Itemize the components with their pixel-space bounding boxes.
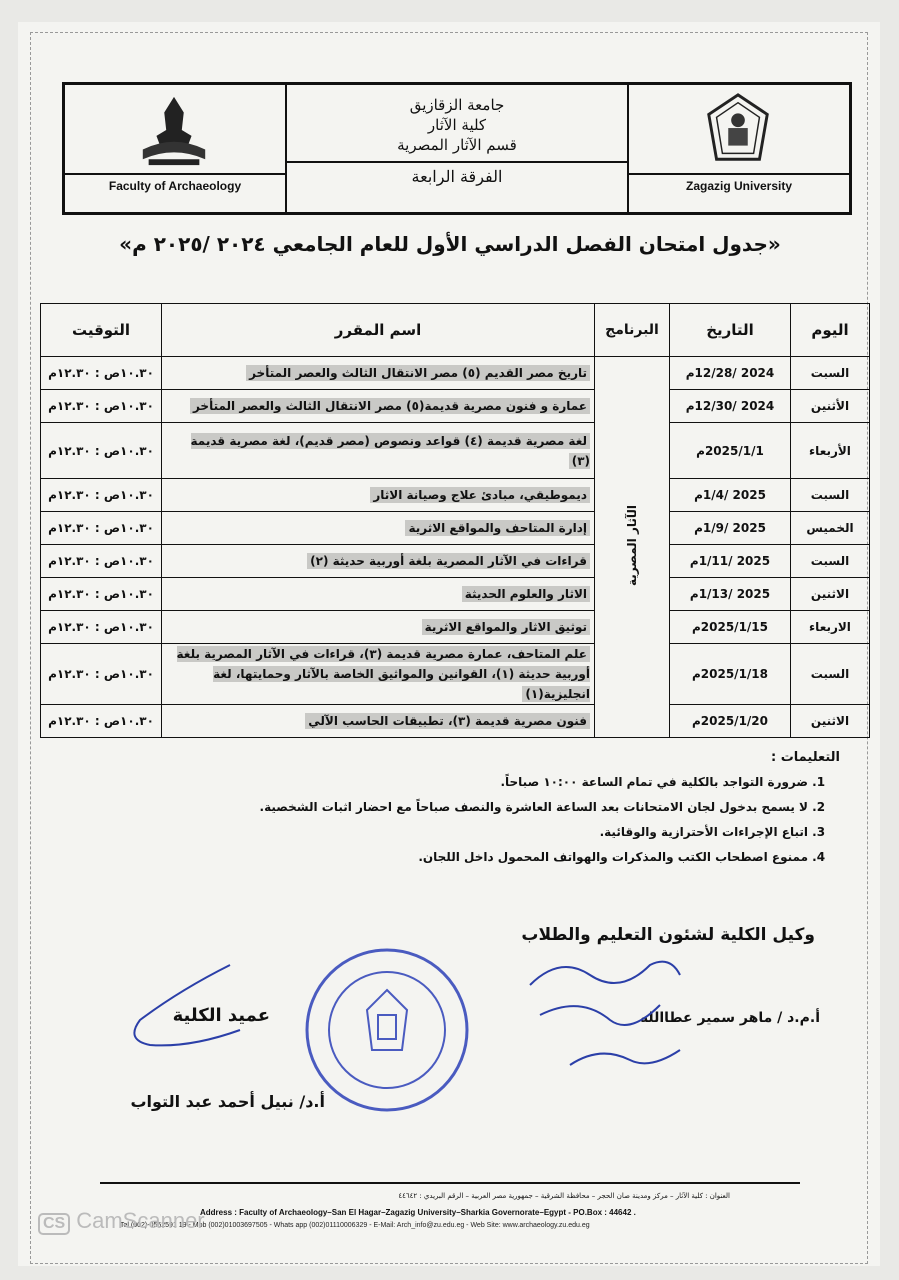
dean-title: عميد الكلية (172, 1005, 270, 1026)
day-cell: الأربعاء (791, 423, 870, 479)
instructions-block (220, 750, 840, 875)
col-header-time: التوقيت (41, 304, 162, 357)
faculty-logo-cell (65, 85, 285, 212)
letterhead (62, 82, 852, 215)
instruction-item: 2. لا يسمح بدخول لجان الامتحانات بعد الساعة العاشرة والنصف صباحاً مع احضار اثبات الشخصية. (220, 800, 808, 814)
table-row (41, 611, 870, 644)
program-name: الآثار المصرية (625, 505, 639, 586)
instruction-item: 3. اتباع الإجراءات الأحترازية والوقائية. (220, 825, 808, 839)
instruction-item: 1. ضرورة التواجد بالكلية في تمام الساعة ١٠:٠٠ صباحاً. (220, 775, 808, 789)
time-cell: ١٠.٣٠ص : ١٢.٣٠م (41, 545, 162, 578)
course-cell (162, 644, 595, 705)
time-cell: ١٠.٣٠ص : ١٢.٣٠م (41, 357, 162, 390)
table-row (41, 705, 870, 738)
day-cell: السبت (791, 479, 870, 512)
footer-contacts: Tel (002)-0552591 19 - Mob (002)01003697505 - Whats app (002)01110006329 - E-Mail: Arch_info@zu.edu.eg - Web Site: www.archaeology.zu.edu.eg (120, 1222, 590, 1229)
table-row (41, 644, 870, 705)
course-text: تاريخ مصر القديم (٥) مصر الانتقال الثالث والعصر المتأخر (246, 365, 590, 381)
time-cell: ١٠.٣٠ص : ١٢.٣٠م (41, 644, 162, 705)
official-seal-icon (302, 945, 472, 1115)
faculty-logo-icon (135, 91, 213, 169)
instruction-item: 4. ممنوع اصطحاب الكتب والمذكرات والهواتف المحمول داخل اللجان. (220, 850, 808, 864)
course-cell (162, 390, 595, 423)
divider (287, 161, 627, 163)
footer-address-en: Address : Faculty of Archaeology–San El Hagar–Zagazig University–Sharkia Governorate–Egypt - PO.Box : 44642 . (200, 1208, 636, 1217)
table-row (41, 512, 870, 545)
vice-dean-title: وكيل الكلية لشئون التعليم والطلاب (521, 925, 815, 945)
time-cell: ١٠.٣٠ص : ١٢.٣٠م (41, 705, 162, 738)
date-cell: 2025/1/15م (670, 611, 791, 644)
course-cell (162, 423, 595, 479)
course-cell (162, 578, 595, 611)
divider (629, 173, 849, 175)
university-name-en: Zagazig University (685, 179, 793, 193)
scanner-logo-icon: CS (38, 1213, 70, 1235)
footer-rule (100, 1182, 800, 1184)
course-text: لغة مصرية قديمة (٤) قواعد ونصوص (مصر قديم)، لغة مصرية قديمة (٣) (190, 433, 590, 468)
course-cell (162, 705, 595, 738)
day-cell: الاثنين (791, 578, 870, 611)
table-row (41, 390, 870, 423)
program-cell (595, 357, 670, 738)
course-cell (162, 357, 595, 390)
course-text: الاثار والعلوم الحديثة (462, 586, 590, 602)
table-row (41, 479, 870, 512)
divider (65, 173, 285, 175)
scanner-watermark (38, 1208, 205, 1235)
schedule-title: «جدول امتحان الفصل الدراسي الأول للعام الجامعي ٢٠٢٤ /٢٠٢٥ م» (119, 232, 781, 256)
vice-dean-signature (520, 945, 690, 1085)
course-cell (162, 611, 595, 644)
table-row (41, 578, 870, 611)
date-cell: 2025 /1/9م (670, 512, 791, 545)
time-cell: ١٠.٣٠ص : ١٢.٣٠م (41, 512, 162, 545)
department-name-ar: قسم الآثار المصرية (397, 136, 517, 154)
time-cell: ١٠.٣٠ص : ١٢.٣٠م (41, 611, 162, 644)
date-cell: 2025/1/1م (670, 423, 791, 479)
dean-signature (120, 960, 270, 1060)
vice-dean-name: أ.م.د / ماهر سمير عطاالله (639, 1010, 820, 1026)
scanner-watermark-text: CamScanner (76, 1208, 205, 1233)
course-cell (162, 512, 595, 545)
day-cell: السبت (791, 357, 870, 390)
time-cell: ١٠.٣٠ص : ١٢.٣٠م (41, 578, 162, 611)
course-text: فنون مصرية قديمة (٣)، تطبيقات الحاسب الآلي (305, 713, 590, 729)
header-center (285, 85, 629, 212)
faculty-name-ar: كلية الآثار (427, 116, 487, 134)
level-label: الفرقة الرابعة (411, 167, 503, 186)
course-text: عمارة و فنون مصرية قديمة(٥) مصر الانتقال الثالث والعصر المتأخر (190, 398, 590, 414)
footer-address-ar: العنوان : كلية الآثار – مركز ومدينة صان الحجر – محافظة الشرقية – جمهورية مصر العربية – الرقم البريدي : ٤٤٦٤٢ (398, 1192, 730, 1200)
dean-name: أ.د/ نبيل أحمد عبد التواب (130, 1092, 325, 1111)
table-row (41, 357, 870, 390)
faculty-name-en: Faculty of Archaeology (108, 179, 242, 193)
course-cell (162, 479, 595, 512)
date-cell: 2024 /12/30م (670, 390, 791, 423)
col-header-program: البرنامج (595, 304, 670, 357)
time-cell: ١٠.٣٠ص : ١٢.٣٠م (41, 390, 162, 423)
date-cell: 2025 /1/4م (670, 479, 791, 512)
day-cell: السبت (791, 644, 870, 705)
date-cell: 2025/1/20م (670, 705, 791, 738)
exam-schedule-table (40, 303, 870, 738)
col-header-date: التاريخ (670, 304, 791, 357)
time-cell: ١٠.٣٠ص : ١٢.٣٠م (41, 423, 162, 479)
col-header-course: اسم المقرر (162, 304, 595, 357)
instructions-heading: التعليمات : (771, 750, 840, 765)
day-cell: الاثنين (791, 705, 870, 738)
course-text: توثيق الاثار والمواقع الاثرية (422, 619, 590, 635)
day-cell: الأثنين (791, 390, 870, 423)
table-row (41, 545, 870, 578)
date-cell: 2025 /1/11م (670, 545, 791, 578)
time-cell: ١٠.٣٠ص : ١٢.٣٠م (41, 479, 162, 512)
course-text: علم المتاحف، عمارة مصرية قديمة (٣)، قراءات في الآثار المصرية بلغة أوربية حديثة (١)، القوانين والمواثيق الخاصة بالآثار وحمايتها، لغة انجليزية(١) (176, 647, 590, 701)
date-cell: 2025/1/18م (670, 644, 791, 705)
day-cell: الخميس (791, 512, 870, 545)
table-header-row (41, 304, 870, 357)
university-logo-icon (699, 91, 777, 169)
date-cell: 2025 /1/13م (670, 578, 791, 611)
course-text: قراءات في الآثار المصرية بلغة أوربية حديثة (٢) (307, 553, 590, 569)
instructions-list (220, 775, 840, 864)
table-row (41, 423, 870, 479)
date-cell: 2024 /12/28م (670, 357, 791, 390)
day-cell: الاربعاء (791, 611, 870, 644)
university-name-ar: جامعة الزقازيق (409, 96, 505, 114)
course-text: ديموطيقي، مبادئ علاج وصيانة الاثار (370, 487, 590, 503)
day-cell: السبت (791, 545, 870, 578)
university-logo-cell (629, 85, 849, 212)
course-text: إدارة المتاحف والمواقع الاثرية (405, 520, 590, 536)
course-cell (162, 545, 595, 578)
col-header-day: اليوم (791, 304, 870, 357)
